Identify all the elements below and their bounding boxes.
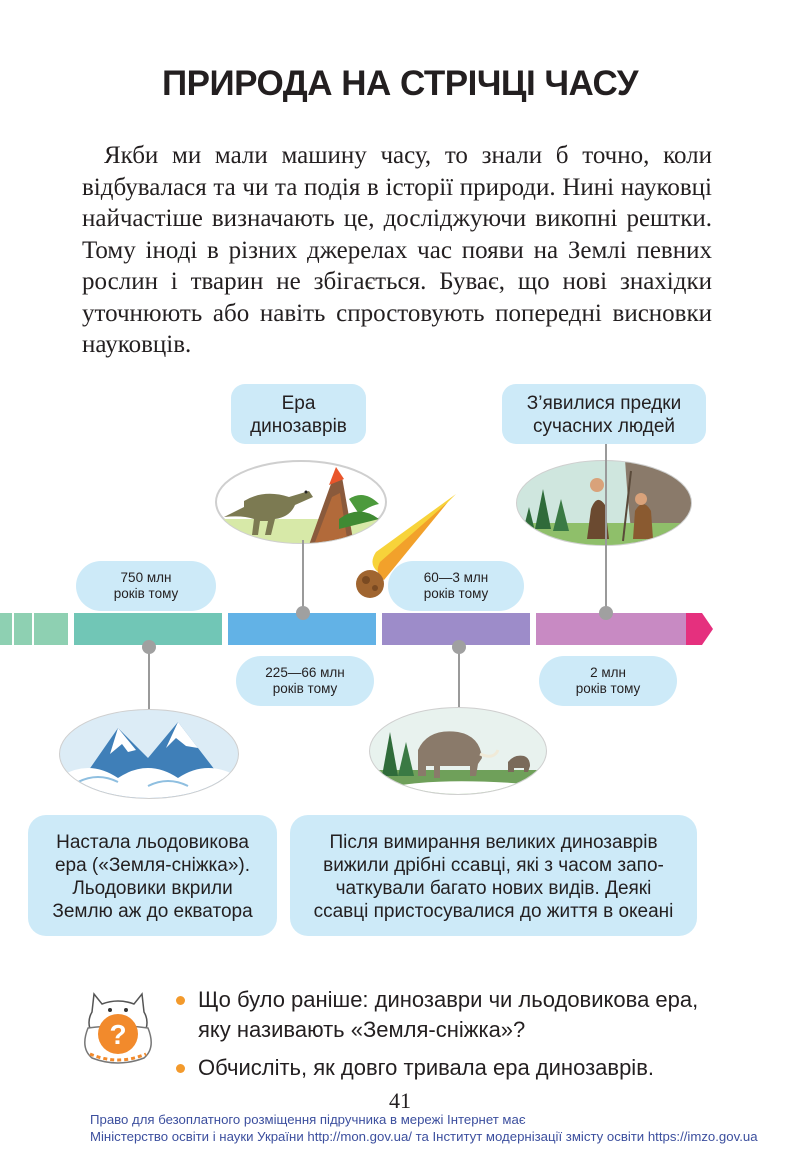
question-item: Обчисліть, як довго тривала ера динозаврів. [176,1053,736,1083]
marker-ice [142,640,156,654]
timeline-arrow [686,613,714,645]
connector-ice [148,646,150,716]
question-item: Що було раніше: динозаври чи льодовикова ера, яку називають «Земля-сніжка»? [176,985,736,1045]
date-60-3-mln: 60—3 млн років тому [388,561,524,611]
glacier-illustration [58,708,240,800]
marker-mammoth [452,640,466,654]
question-cat-icon [80,980,156,1064]
human-ancestors-label: З’явилися предки сучасних людей [502,384,706,444]
page-title: ПРИРОДА НА СТРІЧЦІ ЧАСУ [161,64,639,103]
timeline-segment-green [0,613,68,645]
mammals-info: Після вимирання великих динозаврів вижили дрібні ссавці, які з часом запо- чаткували багато нових видів. Деякі ссавці пристосувалися до життя в океані [290,815,697,936]
connector-mammoth [458,646,460,710]
ice-age-info: Настала льодовикова ера («Земля-сніжка»). Льодовики вкрили Землю аж до екватора [28,815,277,936]
date-2-mln: 2 млн років тому [539,656,677,706]
copyright-footer: Право для безоплатного розміщення підручника в мережі Інтернет має Міністерство освіти і науки України http://mon.gov.ua/ та Інститут модернізації змісту освіти https://imzo.gov.ua [90,1112,758,1144]
date-750-mln: 750 млн років тому [76,561,216,611]
page-number: 41 [389,1088,411,1113]
date-225-66-mln: 225—66 млн років тому [236,656,374,706]
questions-list [176,985,736,1091]
connector-dinosaur [302,540,304,612]
svg-text:?: ? [109,1019,127,1050]
cavemen-illustration [515,459,693,547]
dinosaur-era-label: Ера динозаврів [231,384,366,444]
mammoth-illustration [368,706,548,796]
timeline-tick [12,613,14,645]
marker-dinosaur [296,606,310,620]
marker-ancestors [599,606,613,620]
intro-paragraph: Якби ми мали машину часу, то знали б точно, коли відбувалася та чи та подія в історії природи. Нині науковці найчастіше визначають це, досліджуючи викопні рештки. Тому іноді в різних джерелах час появи на Землі певних рослин і тварин не збігається. Буває, що нові знахідки уточнюють або навіть спростовують попередні висновки науковців. [82,142,712,358]
connector-ancestors [605,444,607,612]
timeline-tick [32,613,34,645]
